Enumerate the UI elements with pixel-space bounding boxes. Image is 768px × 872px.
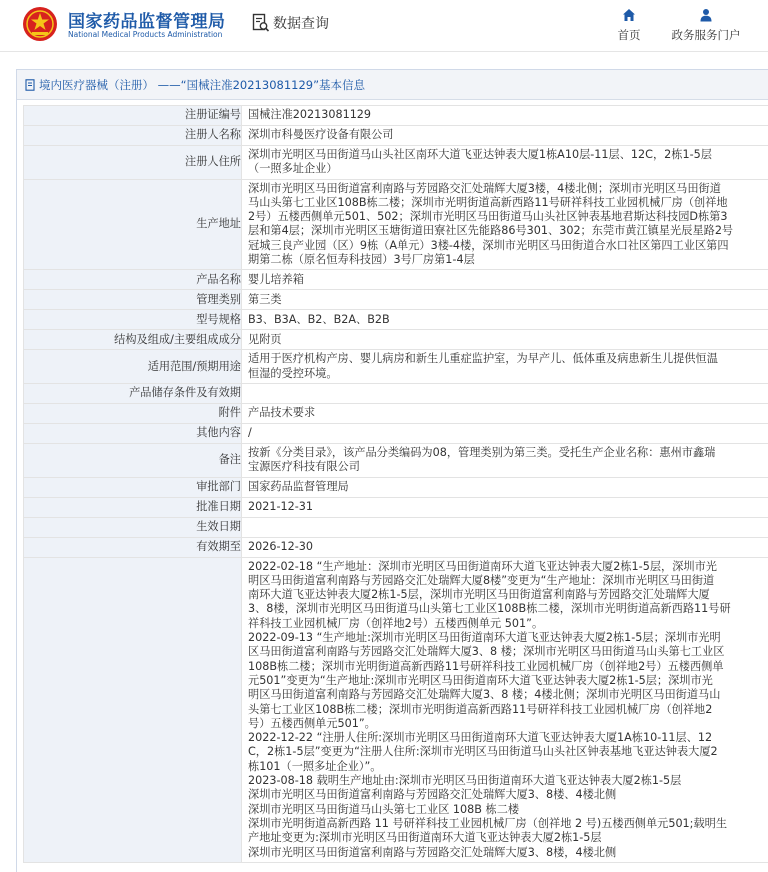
text-line: 2022-09-13 “生产地址:深圳市光明区马田街道南环大道飞亚达钟表大厦2栋1-5层；深圳市光明 xyxy=(248,631,721,645)
field-value: 第三类 xyxy=(242,290,768,310)
field-label: 型号规格 xyxy=(24,310,242,330)
table-row xyxy=(24,477,768,497)
text-line: 明区马田街道富利南路与芳园路交汇处瑞辉大厦3、8 楼；4楼北侧；深圳市光明区马田街道马山 xyxy=(248,688,721,702)
home-icon xyxy=(622,8,636,22)
text-line: 区马田街道富利南路与芳园路交汇处瑞辉大厦3、8 楼；深圳市光明区马田街道马山头第七工业区 xyxy=(248,645,725,659)
field-value xyxy=(242,383,768,403)
nav-home[interactable] xyxy=(612,8,646,43)
text-line: 产地址变更为:深圳市光明区马田街道南环大道飞亚达钟表大厦2栋1-5层 xyxy=(248,831,602,845)
field-label: 产品名称 xyxy=(24,270,242,290)
data-query-label: 数据查询 xyxy=(273,16,329,32)
field-label: 注册证编号 xyxy=(24,106,242,126)
field-value xyxy=(242,179,768,270)
document-search-icon xyxy=(252,13,270,33)
field-label: 注册人住所 xyxy=(24,146,242,180)
text-line: （一照多址企业） xyxy=(248,162,338,176)
text-line: 深圳市光明区马田街道富利南路与芳园路交汇处瑞辉大厦3楼，4楼北侧；深圳市光明区马田街道 xyxy=(248,181,721,195)
table-row xyxy=(24,126,768,146)
text-line: 深圳市光明区马田街道富利南路与芳园路交汇处瑞辉大厦3、8楼、4楼北侧 xyxy=(248,788,617,802)
data-query-link[interactable] xyxy=(252,12,329,34)
text-line: 深圳市光明区马田街道富利南路与芳园路交汇处瑞辉大厦3、8楼，4楼北侧 xyxy=(248,845,617,859)
field-value: B3、B3A、B2、B2A、B2B xyxy=(242,310,768,330)
table-row xyxy=(24,383,768,403)
field-value: 国家药品监督管理局 xyxy=(242,477,768,497)
nav-gov-label: 政务服务门户 xyxy=(671,28,741,42)
text-line: 祥科技工业园机械厂房（创祥地2号）五楼西侧单元 501”。 xyxy=(248,616,544,630)
table-row xyxy=(24,310,768,330)
text-line: 深圳市光明区马田街道马山头第七工业区 108B 栋二楼 xyxy=(248,802,520,816)
text-line: 明区马田街道富利南路与芳园路交汇处瑞辉大厦8楼”变更为“生产地址：深圳市光明区马田街道 xyxy=(248,573,715,587)
table-row xyxy=(24,270,768,290)
field-value: / xyxy=(242,423,768,443)
field-label: 生产地址 xyxy=(24,179,242,270)
field-label: 附件 xyxy=(24,403,242,423)
field-value: 婴儿培养箱 xyxy=(242,270,768,290)
field-label xyxy=(24,557,242,862)
text-line: 南环大道飞亚达钟表大厦2栋1-5层，深圳市光明区马田街道富利南路与芳园路交汇处瑞辉大厦 xyxy=(248,588,710,602)
field-value: 国械注准20213081129 xyxy=(242,106,768,126)
nav-gov-portal[interactable] xyxy=(668,8,744,43)
table-row xyxy=(24,443,768,477)
table-row xyxy=(24,106,768,126)
nav-home-label: 首页 xyxy=(617,28,641,42)
text-line: 号）五楼西侧单元501”。 xyxy=(248,716,376,730)
text-line: 深圳市光明区马田街道马山头社区南环大道飞亚达钟表大厦1栋A10层-11层、12C，2栋1-5层 xyxy=(248,148,712,161)
text-line: 宝源医疗科技有限公司 xyxy=(248,460,360,474)
table-row xyxy=(24,537,768,557)
field-value: 见附页 xyxy=(242,330,768,350)
field-value xyxy=(242,443,768,477)
field-label: 注册人名称 xyxy=(24,126,242,146)
field-value: 深圳市科曼医疗设备有限公司 xyxy=(242,126,768,146)
text-line: 栋101（一照多址企业）”。 xyxy=(248,759,382,773)
site-title[interactable]: 国家药品监督管理局 xyxy=(68,12,226,32)
detail-panel xyxy=(16,69,768,872)
table-row xyxy=(24,179,768,270)
text-line: 3、8楼，深圳市光明区马田街道马山头第七工业区108B栋二楼，深圳市光明街道高新西路11号研 xyxy=(248,602,731,616)
field-value xyxy=(242,517,768,537)
field-value xyxy=(242,146,768,180)
text-line: 冠城三良产业园（区）9栋（A单元）3楼-4楼，深圳市光明区马田街道合水口社区第四工业区第四 xyxy=(248,238,729,252)
text-line: 适用于医疗机构产房、婴儿病房和新生儿重症监护室，为早产儿、低体重及病患新生儿提供恒温 xyxy=(248,352,718,366)
text-line: 头第七工业区108B栋二楼；深圳市光明街道高新西路11号研祥科技工业园机械厂房（创祥地2 xyxy=(248,702,713,716)
user-icon xyxy=(699,8,713,22)
site-title-en[interactable]: National Medical Products Administration xyxy=(68,30,223,39)
text-line: 按新《分类目录》，该产品分类编码为08，管理类别为第三类。受托生产企业名称：惠州市鑫瑞 xyxy=(248,445,716,459)
table-row xyxy=(24,290,768,310)
text-line: 元501”变更为“生产地址:深圳市光明区马田街道南环大道飞亚达钟表大厦2栋1-5层；深圳市光 xyxy=(248,673,713,687)
field-label: 适用范围/预期用途 xyxy=(24,350,242,384)
field-value xyxy=(242,350,768,384)
field-label: 批准日期 xyxy=(24,497,242,517)
field-value: 2021-12-31 xyxy=(242,497,768,517)
national-emblem-icon[interactable] xyxy=(22,6,58,42)
text-line: 2022-12-22 “注册人住所:深圳市光明区马田街道南环大道飞亚达钟表大厦1A栋10-11层、12 xyxy=(248,731,713,745)
table-row xyxy=(24,403,768,423)
text-line: 层和第4层；深圳市光明区玉塘街道田寮社区先能路86号301、302；东莞市黄江镇星光辰星路2号 xyxy=(248,224,734,238)
field-label: 备注 xyxy=(24,443,242,477)
panel-title-text: 境内医疗器械（注册） ——“国械注准20213081129”基本信息 xyxy=(39,77,366,92)
field-label: 产品储存条件及有效期 xyxy=(24,383,242,403)
text-line: 2023-08-18 载明生产地址由:深圳市光明区马田街道南环大道飞亚达钟表大厦2栋1-5层 xyxy=(248,774,682,788)
text-line: 恒湿的受控环境。 xyxy=(248,366,338,380)
document-icon xyxy=(25,79,36,91)
table-row xyxy=(24,517,768,537)
field-label: 结构及组成/主要组成成分 xyxy=(24,330,242,350)
table-row xyxy=(24,350,768,384)
field-label: 生效日期 xyxy=(24,517,242,537)
text-line: 期第二栋（原名恒寿科技园）3号厂房第1-4层 xyxy=(248,253,475,267)
field-label: 有效期至 xyxy=(24,537,242,557)
text-line: 马山头第七工业区108B栋二楼；深圳市光明街道高新西路11号研祥科技工业园机械厂房（创祥地 xyxy=(248,195,728,209)
field-value: 2026-12-30 xyxy=(242,537,768,557)
table-row xyxy=(24,330,768,350)
panel-title xyxy=(17,70,768,100)
text-line: 2022-02-18 “生产地址：深圳市光明区马田街道南环大道飞亚达钟表大厦2栋1-5层，深圳市光 xyxy=(248,559,717,573)
detail-table xyxy=(23,105,768,863)
table-row xyxy=(24,497,768,517)
site-header xyxy=(0,0,768,52)
field-value: 产品技术要求 xyxy=(242,403,768,423)
field-label: 管理类别 xyxy=(24,290,242,310)
table-row xyxy=(24,557,768,862)
text-line: C，2栋1-5层”变更为“注册人住所:深圳市光明区马田街道马山头社区钟表基地飞亚达钟表大厦2 xyxy=(248,745,718,759)
field-label: 审批部门 xyxy=(24,477,242,497)
change-history xyxy=(242,557,768,862)
text-line: 2号）五楼西侧单元501、502；深圳市光明区马田街道马山头社区钟表基地君斯达科技园D栋第3 xyxy=(248,210,728,224)
text-line: 深圳市光明街道高新西路 11 号研祥科技工业园机械厂房（创祥地 2 号)五楼西侧单元501;载明生 xyxy=(248,816,728,830)
table-row xyxy=(24,423,768,443)
text-line: 108B栋二楼；深圳市光明街道高新西路11号研祥科技工业园机械厂房（创祥地2号）五楼西侧单 xyxy=(248,659,724,673)
field-label: 其他内容 xyxy=(24,423,242,443)
table-row xyxy=(24,146,768,180)
